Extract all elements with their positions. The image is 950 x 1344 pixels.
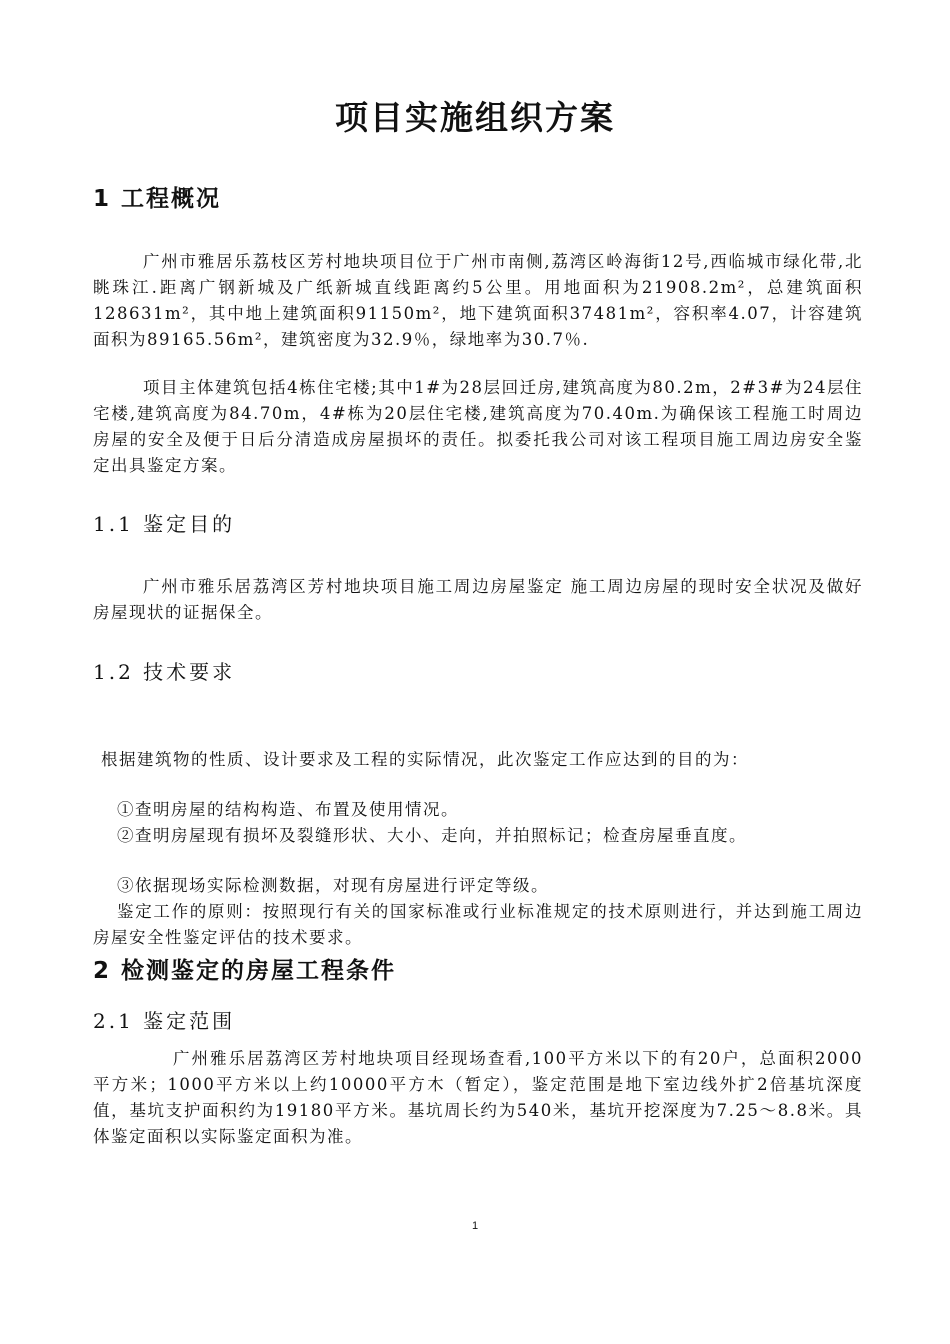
- paragraph-principles: 鉴定工作的原则：按照现行有关的国家标准或行业标准规定的技术原则进行，并达到施工周边房屋安全性鉴定评估的技术要求。: [93, 902, 863, 947]
- paragraph-requirements: 根据建筑物的性质、设计要求及工程的实际情况，此次鉴定工作应达到的目的为：: [101, 750, 749, 769]
- page-number: 1: [471, 1220, 479, 1232]
- page-title: 项目实施组织方案: [335, 98, 615, 137]
- paragraph-project-overview: 广州市雅居乐荔枝区芳村地块项目位于广州市南侧,荔湾区岭海街12号,西临城市绿化带,北眺珠江.距离广钢新城及广纸新城直线距离约5公里。用地面积为21908.2m²，总建筑面积128631m²，其中地上建筑面积91150m²，地下建筑面积37481m²，容积率4.07，计容建筑面积为89165.56m²，建筑密度为32.9％，绿地率为30.7％.: [93, 252, 863, 349]
- section-heading-2: 2 检测鉴定的房屋工程条件: [93, 958, 397, 984]
- paragraph-scope: 广州雅乐居荔湾区芳村地块项目经现场查看,100平方米以下的有20户，总面积2000平方米；1000平方米以上约10000平方木（暂定），鉴定范围是地下室边线外扩2倍基坑深度值，基坑支护面积约为19180平方米。基坑周长约为540米，基坑开挖深度为7.25～8.8米。具体鉴定面积以实际鉴定面积为准。: [93, 1049, 863, 1146]
- list-item-2: ②查明房屋现有损坏及裂缝形状、大小、走向，并拍照标记；检查房屋垂直度。: [117, 826, 747, 845]
- list-item-3: ③依据现场实际检测数据，对现有房屋进行评定等级。: [117, 876, 549, 895]
- section-heading-2-1: 2.1 鉴定范围: [93, 1009, 236, 1033]
- paragraph-building-details: 项目主体建筑包括4栋住宅楼;其中1#为28层回迁房,建筑高度为80.2m，2#3#为24层住宅楼,建筑高度为84.70m，4#栋为20层住宅楼,建筑高度为70.40m.为确保该工程施工时周边房屋的安全及便于日后分清造成房屋损坏的责任。拟委托我公司对该工程项目施工周边房安全鉴定出具鉴定方案。: [93, 378, 863, 475]
- section-heading-1-2: 1.2 技术要求: [93, 660, 236, 684]
- paragraph-purpose: 广州市雅乐居荔湾区芳村地块项目施工周边房屋鉴定 施工周边房屋的现时安全状况及做好房屋现状的证据保全。: [93, 577, 863, 622]
- section-heading-1-1: 1.1 鉴定目的: [93, 512, 236, 536]
- section-heading-1: 1 工程概况: [93, 186, 222, 212]
- list-item-1: ①查明房屋的结构构造、布置及使用情况。: [117, 800, 459, 819]
